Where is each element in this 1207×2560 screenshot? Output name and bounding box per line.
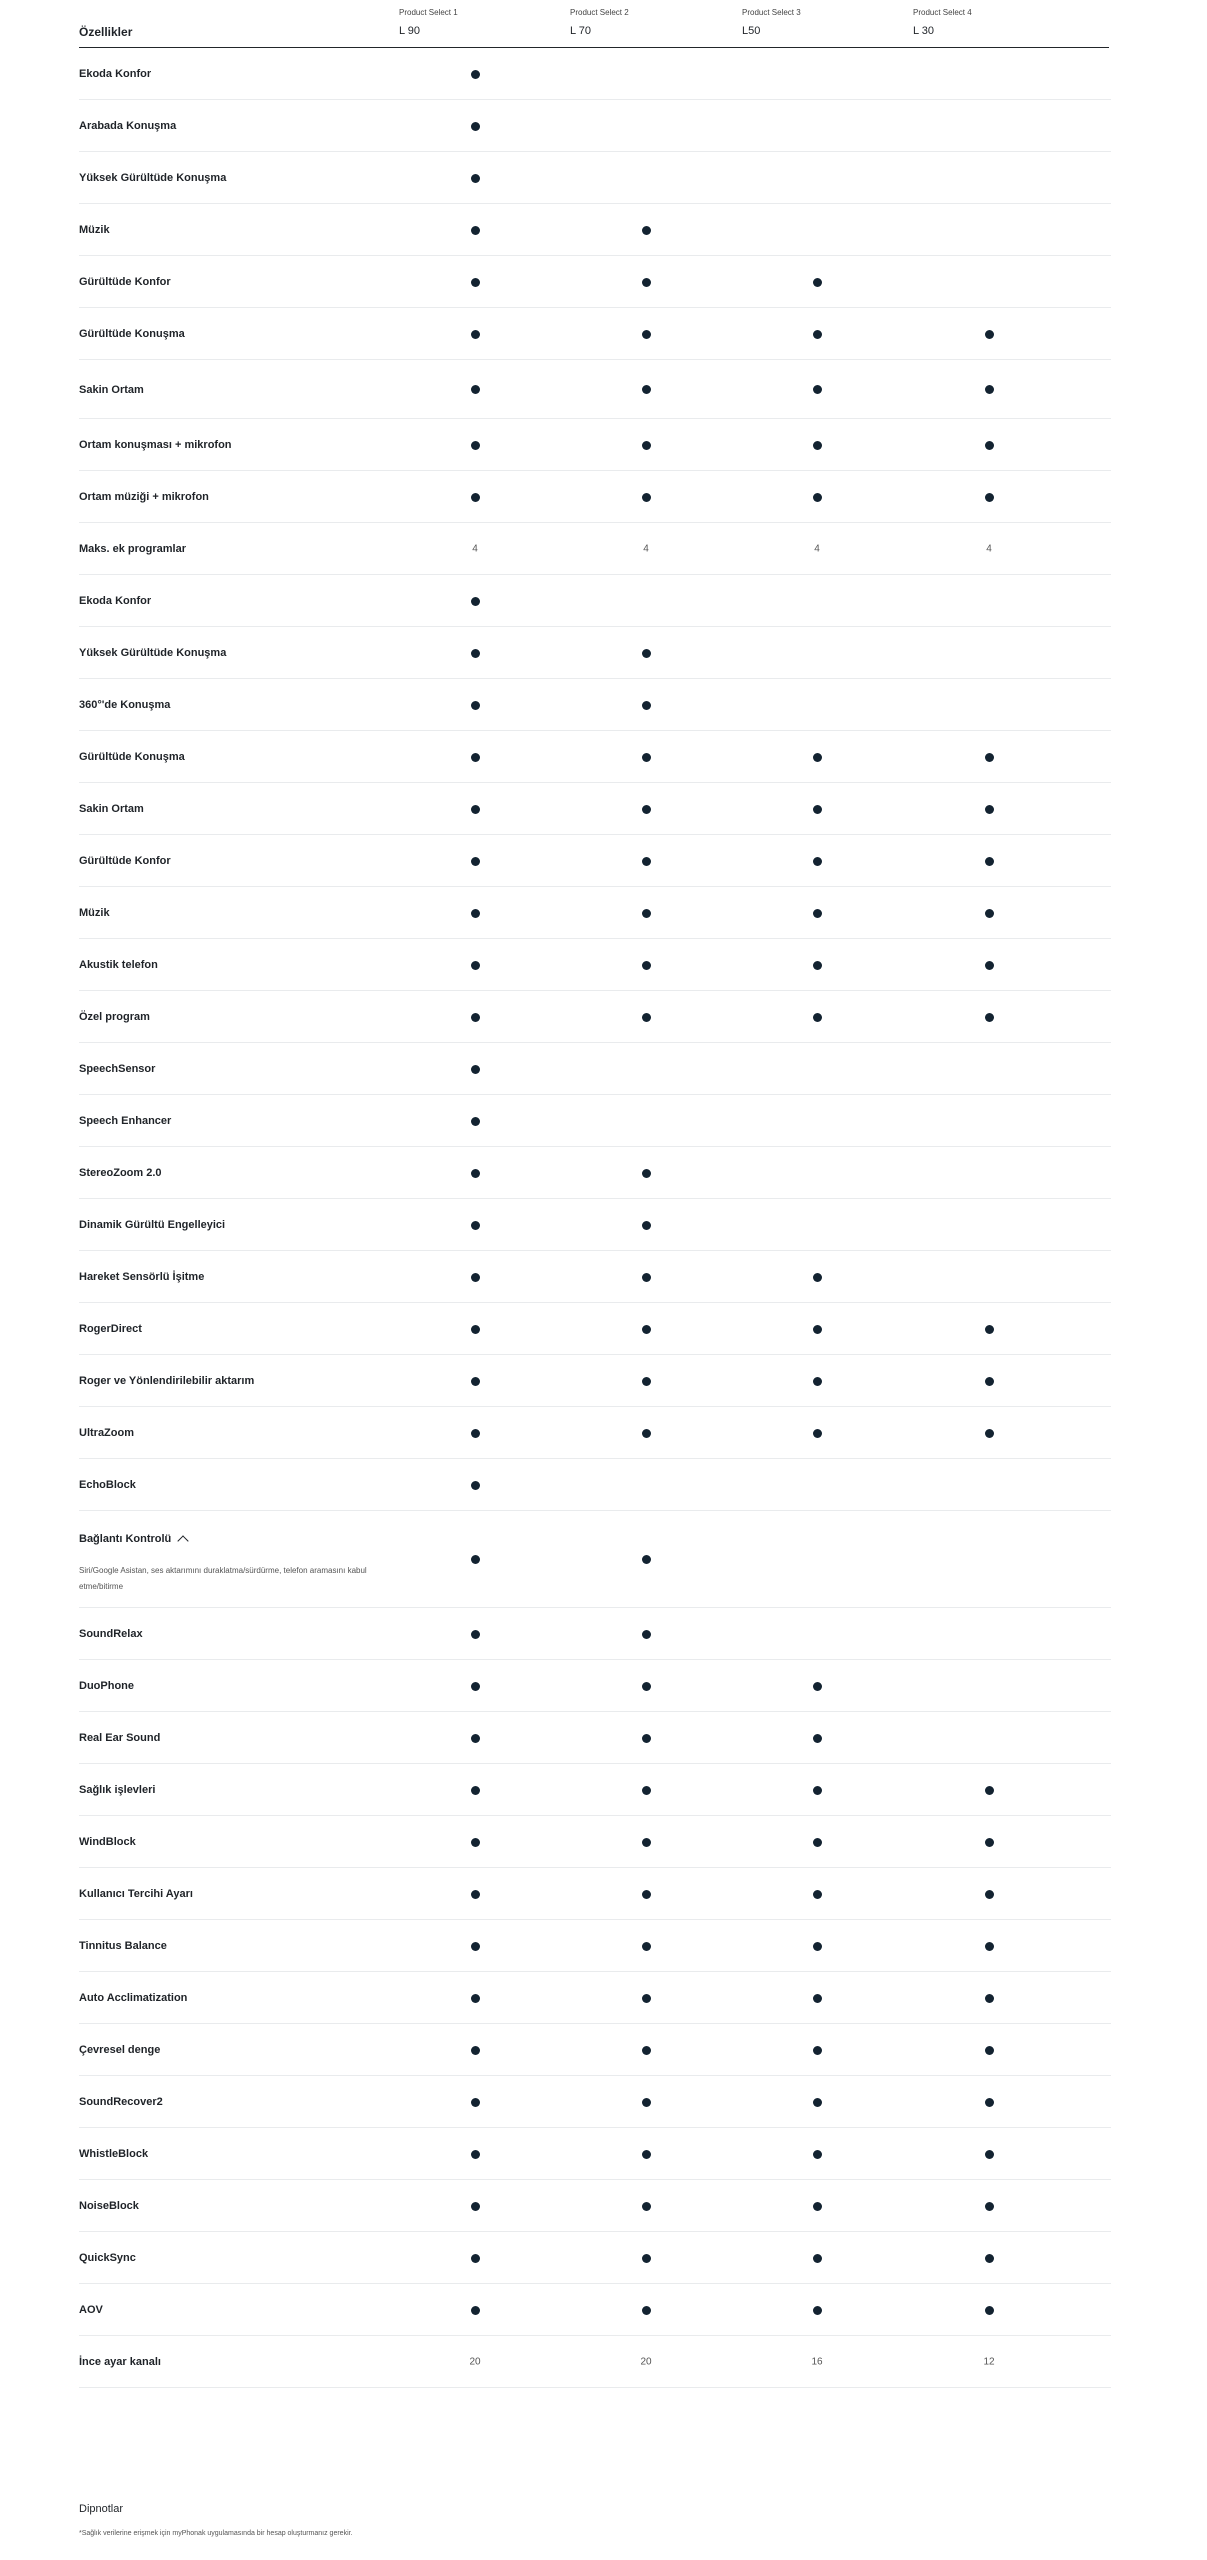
availability-dot-icon [642, 2202, 651, 2211]
feature-label: Gürültüde Konfor [79, 276, 171, 288]
availability-dot-icon [642, 2098, 651, 2107]
availability-dot-icon [642, 909, 651, 918]
availability-dot-icon [813, 1838, 822, 1847]
availability-dot-icon [985, 857, 994, 866]
availability-dot-icon [985, 1890, 994, 1899]
availability-dot-icon [985, 385, 994, 394]
availability-dot-icon [471, 2098, 480, 2107]
availability-dot-icon [985, 1013, 994, 1022]
feature-label: Maks. ek programlar [79, 543, 186, 555]
table-row [0, 2180, 1207, 2232]
availability-dot-icon [642, 1273, 651, 1282]
availability-dot-icon [813, 2306, 822, 2315]
feature-label: QuickSync [79, 2252, 136, 2264]
availability-dot-icon [471, 493, 480, 502]
feature-label: SpeechSensor [79, 1063, 156, 1075]
availability-dot-icon [642, 753, 651, 762]
feature-label: Sağlık işlevleri [79, 1784, 156, 1796]
availability-dot-icon [471, 1273, 480, 1282]
table-row [0, 1764, 1207, 1816]
availability-dot-icon [471, 226, 480, 235]
availability-dot-icon [642, 1630, 651, 1639]
availability-dot-icon [642, 493, 651, 502]
availability-dot-icon [471, 753, 480, 762]
table-row [0, 991, 1207, 1043]
availability-dot-icon [471, 961, 480, 970]
feature-label: Real Ear Sound [79, 1732, 161, 1744]
table-row [0, 419, 1207, 471]
availability-dot-icon [642, 1555, 651, 1564]
feature-label: Çevresel denge [79, 2044, 161, 2056]
availability-dot-icon [471, 122, 480, 131]
table-row [0, 1972, 1207, 2024]
feature-label: WindBlock [79, 1836, 136, 1848]
expandable-feature-toggle[interactable] [79, 1533, 187, 1545]
availability-dot-icon [985, 1325, 994, 1334]
availability-dot-icon [642, 1838, 651, 1847]
feature-label: İnce ayar kanalı [79, 2356, 161, 2368]
availability-dot-icon [985, 961, 994, 970]
feature-label: Arabada Konuşma [79, 120, 177, 132]
availability-dot-icon [813, 2046, 822, 2055]
product-select-caption: Product Select 2 [570, 8, 629, 17]
availability-dot-icon [985, 805, 994, 814]
table-row [0, 48, 1207, 100]
table-row [0, 100, 1207, 152]
availability-dot-icon [471, 857, 480, 866]
feature-label: Auto Acclimatization [79, 1992, 188, 2004]
availability-dot-icon [642, 2306, 651, 2315]
feature-label: AOV [79, 2304, 103, 2316]
table-row [0, 731, 1207, 783]
availability-dot-icon [642, 330, 651, 339]
product-select-2[interactable] [570, 6, 766, 48]
product-select-value[interactable]: L 30 [913, 25, 935, 37]
comparison-header [0, 0, 1207, 52]
feature-label: Müzik [79, 224, 110, 236]
table-row [0, 1868, 1207, 1920]
availability-dot-icon [985, 909, 994, 918]
availability-dot-icon [985, 1838, 994, 1847]
table-row [0, 835, 1207, 887]
availability-dot-icon [471, 1994, 480, 2003]
availability-dot-icon [471, 385, 480, 394]
table-row [0, 204, 1207, 256]
feature-label: Müzik [79, 907, 110, 919]
availability-dot-icon [471, 1838, 480, 1847]
table-row [0, 1199, 1207, 1251]
availability-dot-icon [642, 1786, 651, 1795]
feature-label: 360°'de Konuşma [79, 699, 171, 711]
table-row [0, 1920, 1207, 1972]
availability-dot-icon [813, 2098, 822, 2107]
feature-value: 4 [986, 543, 992, 555]
availability-dot-icon [471, 909, 480, 918]
availability-dot-icon [471, 649, 480, 658]
footnotes-title: Dipnotlar [79, 2503, 124, 2515]
availability-dot-icon [642, 226, 651, 235]
table-row [0, 783, 1207, 835]
feature-label: WhistleBlock [79, 2148, 149, 2160]
availability-dot-icon [985, 1786, 994, 1795]
feature-label: RogerDirect [79, 1323, 142, 1335]
availability-dot-icon [813, 1734, 822, 1743]
availability-dot-icon [813, 1325, 822, 1334]
availability-dot-icon [471, 2046, 480, 2055]
row-divider [913, 2387, 1111, 2388]
feature-value: 4 [643, 543, 649, 555]
availability-dot-icon [813, 1786, 822, 1795]
availability-dot-icon [471, 1786, 480, 1795]
table-row [0, 679, 1207, 731]
availability-dot-icon [813, 330, 822, 339]
row-divider [79, 2387, 425, 2388]
feature-label: Roger ve Yönlendirilebilir aktarım [79, 1375, 255, 1387]
availability-dot-icon [471, 1734, 480, 1743]
availability-dot-icon [642, 2046, 651, 2055]
table-row [0, 256, 1207, 308]
table-row [0, 1407, 1207, 1459]
availability-dot-icon [471, 1555, 480, 1564]
table-row [0, 1303, 1207, 1355]
availability-dot-icon [985, 753, 994, 762]
availability-dot-icon [642, 1994, 651, 2003]
feature-label: Ekoda Konfor [79, 68, 152, 80]
table-row [0, 1660, 1207, 1712]
availability-dot-icon [471, 1942, 480, 1951]
availability-dot-icon [471, 70, 480, 79]
feature-label: StereoZoom 2.0 [79, 1167, 162, 1179]
availability-dot-icon [813, 2254, 822, 2263]
availability-dot-icon [813, 441, 822, 450]
availability-dot-icon [642, 2150, 651, 2159]
availability-dot-icon [642, 1377, 651, 1386]
availability-dot-icon [471, 1013, 480, 1022]
product-select-4[interactable] [913, 6, 1109, 48]
availability-dot-icon [642, 2254, 651, 2263]
feature-value: 4 [472, 543, 478, 555]
table-row [0, 1608, 1207, 1660]
table-row[interactable] [0, 1511, 1207, 1608]
availability-dot-icon [471, 2306, 480, 2315]
availability-dot-icon [642, 1013, 651, 1022]
feature-label: NoiseBlock [79, 2200, 139, 2212]
row-divider [742, 2387, 939, 2388]
table-row [0, 1712, 1207, 1764]
availability-dot-icon [642, 961, 651, 970]
table-row [0, 1355, 1207, 1407]
table-row [0, 2128, 1207, 2180]
table-row [0, 1147, 1207, 1199]
availability-dot-icon [813, 2150, 822, 2159]
availability-dot-icon [471, 1325, 480, 1334]
feature-label: Sakin Ortam [79, 383, 144, 396]
product-select-3[interactable] [742, 6, 938, 48]
availability-dot-icon [642, 1682, 651, 1691]
availability-dot-icon [471, 701, 480, 710]
table-row [0, 1459, 1207, 1511]
availability-dot-icon [985, 1942, 994, 1951]
table-row [0, 575, 1207, 627]
availability-dot-icon [471, 1630, 480, 1639]
availability-dot-icon [985, 330, 994, 339]
product-select-caption: Product Select 1 [399, 8, 458, 17]
availability-dot-icon [642, 278, 651, 287]
availability-dot-icon [471, 1429, 480, 1438]
availability-dot-icon [642, 441, 651, 450]
feature-label: Ekoda Konfor [79, 595, 152, 607]
feature-label: Yüksek Gürültüde Konuşma [79, 172, 227, 184]
product-select-caption: Product Select 3 [742, 8, 801, 17]
feature-label: Yüksek Gürültüde Konuşma [79, 647, 227, 659]
feature-label: Sakin Ortam [79, 803, 144, 815]
table-row [0, 887, 1207, 939]
table-row [0, 2076, 1207, 2128]
table-row [0, 308, 1207, 360]
feature-label: Gürültüde Konuşma [79, 328, 185, 340]
availability-dot-icon [471, 2202, 480, 2211]
availability-dot-icon [813, 857, 822, 866]
availability-dot-icon [813, 909, 822, 918]
availability-dot-icon [471, 441, 480, 450]
product-select-value[interactable]: L 70 [570, 25, 592, 37]
availability-dot-icon [471, 1890, 480, 1899]
availability-dot-icon [813, 1429, 822, 1438]
table-row [0, 2232, 1207, 2284]
table-row [0, 1043, 1207, 1095]
table-row [0, 2284, 1207, 2336]
feature-label: SoundRelax [79, 1628, 143, 1640]
availability-dot-icon [813, 278, 822, 287]
feature-value: 20 [469, 2356, 481, 2368]
feature-label: Tinnitus Balance [79, 1940, 167, 1952]
feature-label: Özel program [79, 1011, 150, 1023]
feature-value: 12 [983, 2356, 995, 2368]
availability-dot-icon [642, 1325, 651, 1334]
availability-dot-icon [471, 330, 480, 339]
feature-label: UltraZoom [79, 1427, 134, 1439]
feature-value: 20 [640, 2356, 652, 2368]
availability-dot-icon [985, 2202, 994, 2211]
feature-label: Ortam müziği + mikrofon [79, 491, 209, 503]
table-row [0, 1816, 1207, 1868]
feature-label: EchoBlock [79, 1479, 136, 1491]
availability-dot-icon [642, 701, 651, 710]
table-row [0, 1251, 1207, 1303]
availability-dot-icon [985, 1994, 994, 2003]
availability-dot-icon [642, 1429, 651, 1438]
availability-dot-icon [813, 1890, 822, 1899]
table-row [0, 627, 1207, 679]
availability-dot-icon [813, 2202, 822, 2211]
availability-dot-icon [813, 1377, 822, 1386]
availability-dot-icon [985, 1429, 994, 1438]
product-select-value[interactable]: L 90 [399, 25, 421, 37]
availability-dot-icon [471, 1117, 480, 1126]
availability-dot-icon [642, 1221, 651, 1230]
availability-dot-icon [642, 1169, 651, 1178]
availability-dot-icon [813, 493, 822, 502]
availability-dot-icon [985, 441, 994, 450]
feature-label: SoundRecover2 [79, 2096, 163, 2108]
availability-dot-icon [471, 278, 480, 287]
feature-label: Speech Enhancer [79, 1115, 172, 1127]
availability-dot-icon [642, 385, 651, 394]
feature-label: Akustik telefon [79, 959, 158, 971]
feature-label: Ortam konuşması + mikrofon [79, 439, 232, 451]
availability-dot-icon [471, 1682, 480, 1691]
feature-value: 4 [814, 543, 820, 555]
availability-dot-icon [471, 1377, 480, 1386]
feature-label: Gürültüde Konuşma [79, 751, 185, 763]
availability-dot-icon [813, 385, 822, 394]
feature-value: 16 [811, 2356, 823, 2368]
table-row [0, 471, 1207, 523]
feature-description: Siri/Google Asistan, ses aktarımını duraklatma/sürdürme, telefon aramasını kabul etme/bitirme [79, 1566, 367, 1591]
availability-dot-icon [985, 2098, 994, 2107]
availability-dot-icon [813, 1682, 822, 1691]
availability-dot-icon [813, 1273, 822, 1282]
availability-dot-icon [642, 1734, 651, 1743]
availability-dot-icon [642, 649, 651, 658]
availability-dot-icon [471, 2254, 480, 2263]
availability-dot-icon [642, 805, 651, 814]
availability-dot-icon [813, 1942, 822, 1951]
row-divider [570, 2387, 768, 2388]
product-select-caption: Product Select 4 [913, 8, 972, 17]
availability-dot-icon [813, 753, 822, 762]
availability-dot-icon [985, 2254, 994, 2263]
availability-dot-icon [642, 857, 651, 866]
table-row [0, 360, 1207, 419]
feature-label: Dinamik Gürültü Engelleyici [79, 1219, 226, 1231]
feature-label: Gürültüde Konfor [79, 855, 171, 867]
feature-label: Hareket Sensörlü İşitme [79, 1271, 205, 1283]
table-row [0, 2024, 1207, 2076]
availability-dot-icon [642, 1942, 651, 1951]
features-column-header: Özellikler [79, 21, 425, 48]
availability-dot-icon [471, 805, 480, 814]
availability-dot-icon [471, 2150, 480, 2159]
table-row [0, 1095, 1207, 1147]
product-select-1[interactable] [399, 6, 595, 48]
availability-dot-icon [985, 2046, 994, 2055]
availability-dot-icon [471, 1065, 480, 1074]
table-row [0, 523, 1207, 575]
availability-dot-icon [471, 1481, 480, 1490]
availability-dot-icon [813, 1013, 822, 1022]
product-select-value[interactable]: L50 [742, 25, 761, 37]
feature-label: DuoPhone [79, 1680, 134, 1692]
feature-label: Bağlantı Kontrolü [79, 1533, 172, 1545]
table-row [0, 152, 1207, 204]
availability-dot-icon [985, 2306, 994, 2315]
chevron-up-icon[interactable] [178, 1535, 189, 1546]
availability-dot-icon [813, 1994, 822, 2003]
availability-dot-icon [471, 174, 480, 183]
availability-dot-icon [471, 1221, 480, 1230]
feature-label: Kullanıcı Tercihi Ayarı [79, 1888, 193, 1900]
availability-dot-icon [985, 493, 994, 502]
row-divider [399, 2387, 596, 2388]
availability-dot-icon [813, 805, 822, 814]
availability-dot-icon [813, 961, 822, 970]
table-row [0, 939, 1207, 991]
footnote-text: *Sağlık verilerine erişmek için myPhonak uygulamasında bir hesap oluşturmanız gerekir. [79, 2530, 353, 2537]
availability-dot-icon [985, 2150, 994, 2159]
table-row [0, 2336, 1207, 2388]
availability-dot-icon [642, 1890, 651, 1899]
availability-dot-icon [985, 1377, 994, 1386]
availability-dot-icon [471, 597, 480, 606]
availability-dot-icon [471, 1169, 480, 1178]
